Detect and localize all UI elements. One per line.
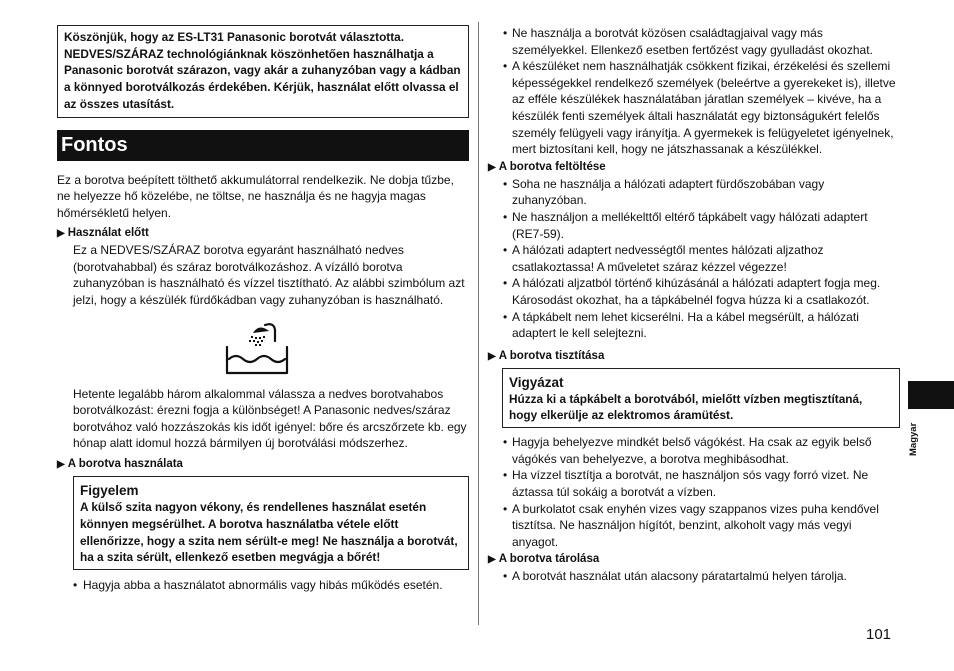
usage-heading-text: A borotva használata [67, 458, 183, 471]
arrow-right-icon: ▶ [488, 554, 496, 566]
arrow-right-icon: ▶ [57, 459, 65, 471]
list-item: • A hálózati adaptert nedvességtől mentes hálózati aljzathoz csatlakoztassa! A műveletet száraz kézzel végezze! [488, 242, 900, 275]
list-item: • A készüléket nem használhatják csökkent fizikai, érzékelési és szellemi képességekkel rendelkező személyek (beleértve a gyerekeket is), illetve az efféle készülékek használatában járatlan személyek – kivéve, ha a készülék fenti személyek általi használatát egy biztonságukért felelős személy felügyeli vagy irányítja. A gyermekek is felügyeletet igényelnek, mert biztosítani kell, hogy ne játszhassanak a készülékkel. [488, 58, 900, 158]
caution-notice-box [502, 368, 900, 429]
before-use-heading [57, 225, 469, 242]
section-title: Fontos [57, 130, 469, 161]
notice-title: Vigyázat [509, 374, 564, 390]
notice-title: Figyelem [80, 483, 139, 499]
arrow-right-icon: ▶ [488, 161, 496, 173]
charging-heading [488, 159, 900, 176]
usage-heading [57, 456, 469, 473]
storage-bullet-list [488, 568, 900, 585]
cleaning-heading-text: A borotva tisztítása [498, 349, 605, 362]
intro-box [57, 25, 469, 118]
cleaning-heading [488, 348, 900, 365]
list-item: • Ne használjon a mellékelttől eltérő tápkábelt vagy hálózati adaptert (RE7-59). [488, 209, 900, 242]
language-label: Magyar [908, 422, 919, 456]
warning-notice-box [73, 476, 469, 570]
before-use-text: Ez a NEDVES/SZÁRAZ borotva egyaránt használható nedves (borotvahabbal) és száraz borotválkozáshoz. A vízálló borotva zuhanyzóban is használható és vízzel tisztítható. Az alábbi szimbólum azt jelzi, hogy a készülék fürdőkádban vagy zuhanyzóban is használható. [73, 243, 465, 308]
list-item: • Hagyja behelyezve mindkét belső vágókést. Ha csak az egyik belső vágókés van behelyezve, a borotva meghibásodhat. [488, 434, 900, 467]
battery-warning-paragraph: Ez a borotva beépített tölthető akkumulátorral rendelkezik. Ne dobja tűzbe, ne helyezze hő közelébe, ne töltse, ne használja és ne hagyja magas hőmérsékletű helyen. [57, 172, 454, 220]
storage-heading-text: A borotva tárolása [498, 553, 600, 566]
arrow-right-icon: ▶ [57, 228, 65, 240]
list-item: • A tápkábelt nem lehet kicserélni. Ha a kábel megsérült, a hálózati adaptert le kell selejtezni. [488, 309, 900, 342]
charging-bullet-list [488, 176, 900, 342]
notice-text: A külső szita nagyon vékony, és rendellenes használat esetén könnyen megsérülhet. A borotva használatba vétele előtt ellenőrizze, hogy a szita nem sérült-e meg! Ne használja a borotvát, ha a szita sérült, ellenkező esetben megvágja a bőrét! [80, 500, 458, 565]
right-column [488, 25, 900, 585]
safety-bullet-list [488, 25, 900, 158]
list-item: • Hagyja abba a használatot abnormális vagy hibás működés esetén. [57, 577, 469, 594]
cleaning-bullet-list [488, 434, 900, 550]
list-item: • Soha ne használja a hálózati adaptert fürdőszobában vagy zuhanyzóban. [488, 176, 900, 209]
page-number: 101 [866, 626, 892, 643]
notice-text: Húzza ki a tápkábelt a borotvából, mielőtt vízben megtisztítaná, hogy elkerülje az elektromos áramütést. [509, 391, 863, 423]
column-divider [478, 22, 479, 625]
before-use-heading-text: Használat előtt [67, 227, 149, 240]
usage-bullet-list [57, 577, 469, 594]
arrow-right-icon: ▶ [488, 350, 496, 362]
list-item: • A burkolatot csak enyhén vizes vagy szappanos vizes puha kendővel tisztítsa. Ne használjon hígítót, benzint, alkoholt vagy más vegyi anyagot. [488, 501, 900, 551]
wet-shave-text: Hetente legalább három alkalommal válassza a nedves borotvahabos borotválkozást: érezni fogja a különbséget! A Panasonic nedves/száraz borotvához való hozzászokás kis időt igényel: bőre és arcszőrzete kb. egy hónap alatt idomul hozzá bármilyen új borotválási módszerhez. [73, 386, 467, 451]
list-item: • A hálózati aljzatból történő kihúzásánál a hálózati adaptert fogja meg. Károsodást okozhat, ha a tápkábelnél fogva húzza ki a csatlakozót. [488, 275, 900, 308]
left-column [57, 25, 469, 594]
language-tab [908, 381, 954, 409]
list-item: • Ha vízzel tisztítja a borotvát, ne használjon sós vagy forró vizet. Ne áztassa túl sokáig a borotvát a vízben. [488, 467, 900, 500]
list-item: • A borotvát használat után alacsony páratartalmú helyen tárolja. [488, 568, 900, 585]
storage-heading [488, 551, 900, 568]
charging-heading-text: A borotva feltöltése [498, 160, 606, 173]
bath-shower-icon [225, 321, 289, 375]
intro-text: Köszönjük, hogy az ES-LT31 Panasonic borotvát választotta. NEDVES/SZÁRAZ technológiánknak köszönhetően használhatja a Panasonic borotvát szárazon, vagy akár a zuhanyzóban vagy a kádban a könnyed borotválkozás érdekében. Kérjük, használat előtt olvassa el az összes utasítást. [64, 30, 461, 111]
list-item: • Ne használja a borotvát közösen családtagjaival vagy más személyekkel. Ellenkező esetben fertőzést vagy gyulladást okozhat. [488, 25, 900, 58]
